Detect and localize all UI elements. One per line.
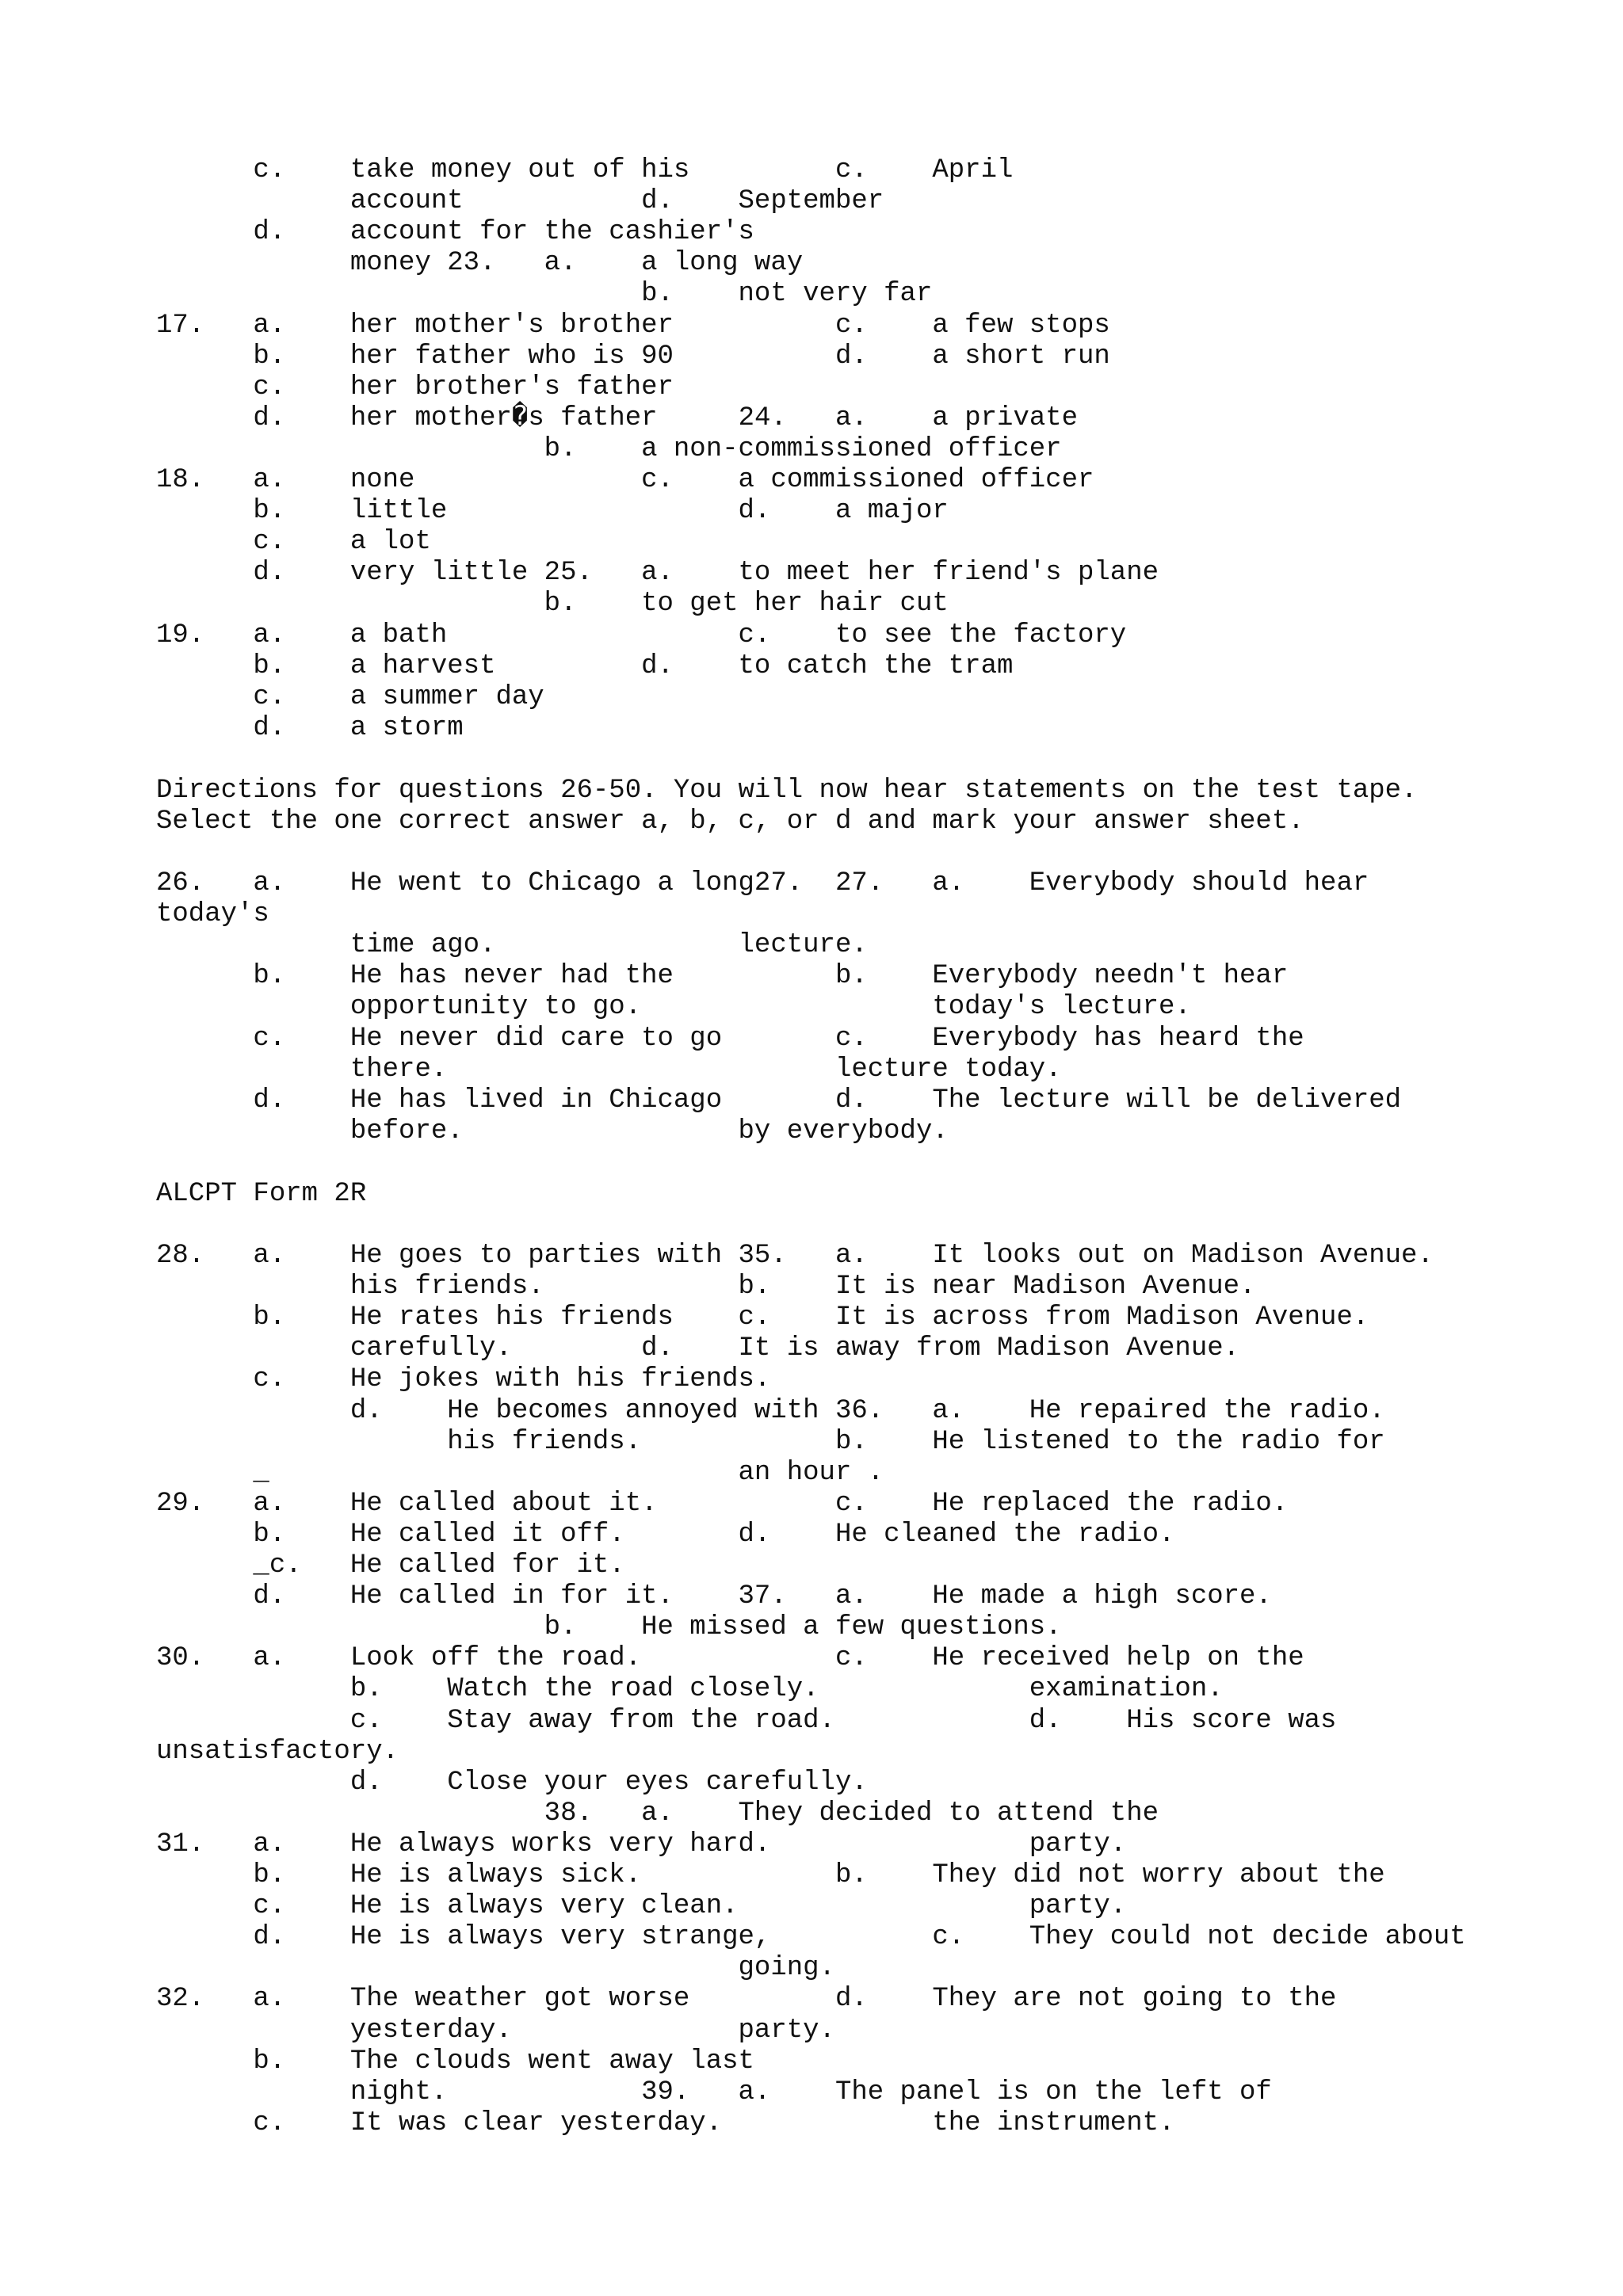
text-line: b. He rates his friends c. It is across from Madison Avenue.: [156, 1302, 1369, 1333]
text-line: yesterday. party.: [156, 2016, 835, 2046]
text-line: d. Close your eyes carefully.: [156, 1768, 868, 1798]
text-line: _ an hour .: [156, 1458, 884, 1488]
text-line: 30. a. Look off the road. c. He received help on the: [156, 1643, 1304, 1673]
text-line: d. He becomes annoyed with 36. a. He repaired the radio.: [156, 1396, 1385, 1426]
text-line: money 23. a. a long way: [156, 248, 804, 278]
text-line: b. not very far: [156, 279, 933, 309]
text-line: going.: [156, 1953, 835, 1983]
text-line: c. her brother's father: [156, 372, 674, 402]
text-line: c. He never did care to go c. Everybody has heard the: [156, 1024, 1304, 1054]
text-line: 26. a. He went to Chicago a long27. 27. a. Everybody should hear: [156, 868, 1369, 898]
text-line: b. He has never had the b. Everybody needn't hear: [156, 961, 1289, 991]
text-line: d. He has lived in Chicago d. The lecture will be delivered: [156, 1085, 1402, 1116]
text-line: c. Stay away from the road. d. His score was: [156, 1706, 1337, 1736]
text-line: b. He called it off. d. He cleaned the radio.: [156, 1520, 1175, 1550]
text-line: today's: [156, 899, 269, 929]
text-line: unsatisfactory.: [156, 1737, 399, 1767]
text-line: b. her father who is 90 d. a short run: [156, 341, 1110, 372]
text-line: account d. September: [156, 186, 884, 216]
text-line: _c. He called for it.: [156, 1550, 625, 1581]
text-line: 29. a. He called about it. c. He replaced the radio.: [156, 1489, 1289, 1519]
text-line: d. account for the cashier's: [156, 217, 754, 247]
text-line: b. a harvest d. to catch the tram: [156, 651, 1014, 681]
text-line: d. very little 25. a. to meet her friend's plane: [156, 558, 1159, 588]
text-line: c. a lot: [156, 527, 431, 557]
text-line: d. her mother�s father 24. a. a private: [156, 403, 1079, 433]
text-line: 38. a. They decided to attend the: [156, 1798, 1159, 1829]
text-line: night. 39. a. The panel is on the left of: [156, 2077, 1272, 2107]
text-line: c. a summer day: [156, 682, 544, 712]
text-line: c. He jokes with his friends.: [156, 1364, 771, 1394]
text-line: 18. a. none c. a commissioned officer: [156, 465, 1094, 495]
text-line: Select the one correct answer a, b, c, or d and mark your answer sheet.: [156, 807, 1304, 837]
text-line: d. He is always very strange, c. They could not decide about: [156, 1922, 1466, 1952]
text-line: b. to get her hair cut: [156, 589, 949, 619]
form-label: ALCPT Form 2R: [156, 1179, 367, 1209]
text-line: b. Watch the road closely. examination.: [156, 1674, 1224, 1704]
text-line: there. lecture today.: [156, 1055, 1062, 1085]
text-line: b. He is always sick. b. They did not worry about the: [156, 1860, 1385, 1890]
text-line: b. a non-commissioned officer: [156, 434, 1062, 464]
text-line: 19. a. a bath c. to see the factory: [156, 620, 1127, 650]
text-line: c. It was clear yesterday. the instrument.: [156, 2108, 1175, 2138]
text-line: 17. a. her mother's brother c. a few stops: [156, 311, 1110, 341]
text-line: opportunity to go. today's lecture.: [156, 992, 1191, 1022]
text-line: b. He missed a few questions.: [156, 1612, 1062, 1642]
text-line: c. He is always very clean. party.: [156, 1891, 1127, 1921]
text-line: 28. a. He goes to parties with 35. a. It looks out on Madison Avenue.: [156, 1241, 1434, 1271]
text-line: d. He called in for it. 37. a. He made a high score.: [156, 1581, 1272, 1611]
text-line: c. take money out of his c. April: [156, 155, 1014, 185]
text-line: 31. a. He always works very hard. party.: [156, 1829, 1127, 1859]
text-line: b. The clouds went away last: [156, 2046, 754, 2077]
text-line: his friends. b. He listened to the radio for: [156, 1427, 1385, 1457]
text-line: 32. a. The weather got worse d. They are not going to the: [156, 1984, 1337, 2014]
text-line: carefully. d. It is away from Madison Avenue.: [156, 1333, 1240, 1363]
text-line: his friends. b. It is near Madison Avenue.: [156, 1272, 1256, 1302]
text-line: before. by everybody.: [156, 1116, 949, 1146]
text-line: b. little d. a major: [156, 496, 949, 526]
text-line: d. a storm: [156, 713, 464, 743]
text-line: Directions for questions 26-50. You will now hear statements on the test tape.: [156, 776, 1418, 806]
text-line: time ago. lecture.: [156, 930, 868, 960]
